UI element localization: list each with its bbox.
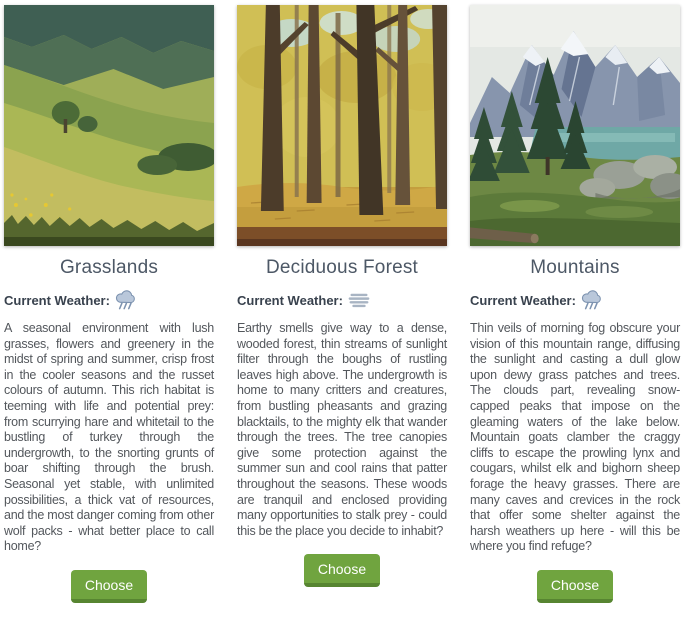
habitat-description-deciduous-forest: Earthy smells give way to a dense, wooded forest, thin streams of sunlight filter through the boughs of rustling leaves high above. The undergrowth is home to many critters and creatures, from bustling pheasants and grazing blacktails, to the mighty elk that wander through the trees. The tree canopies give some protection against the summer sun and cool rains that patter throughout the seasons. These woods are tranquil and enclosed providing many opportunities to stalk prey - could this be the place you decide to inhabit?	[237, 321, 447, 538]
choose-button-deciduous-forest[interactable]: Choose	[304, 554, 380, 587]
habitat-card-grasslands	[4, 5, 214, 603]
mountains-illustration	[470, 5, 680, 246]
rain-cloud-icon	[115, 290, 137, 310]
grasslands-image	[4, 5, 214, 246]
choose-button-mountains[interactable]: Choose	[537, 570, 613, 603]
card-title-grasslands: Grasslands	[59, 257, 159, 278]
weather-row	[470, 290, 680, 310]
current-weather-label: Current Weather:	[237, 292, 343, 308]
habitat-card-mountains	[470, 5, 680, 603]
habitat-card-deciduous-forest	[237, 5, 447, 603]
deciduous-forest-illustration	[237, 5, 447, 246]
weather-row	[237, 290, 447, 310]
deciduous-forest-image	[237, 5, 447, 246]
choose-button-grasslands[interactable]: Choose	[71, 570, 147, 603]
weather-row	[4, 290, 214, 310]
current-weather-label: Current Weather:	[4, 292, 110, 308]
current-weather-label: Current Weather:	[470, 292, 576, 308]
fog-icon	[348, 292, 370, 308]
grasslands-illustration	[4, 5, 214, 246]
mountains-image	[470, 5, 680, 246]
habitat-description-grasslands: A seasonal environment with lush grasses, flowers and greenery in the midst of spring and summer, crisp frost in the cooler seasons and the russet colours of autumn. This rich habitat is teeming with life and potential prey: from scurrying hare and whitetail to the bustling of turkey through the undergrowth, to the snorting grunts of boar shifting through the brush. Seasonal yet stable, with unlimited possibilities, a thick vat of resources, and the most danger coming from other wolf packs - what better place to call home?	[4, 321, 214, 554]
card-title-deciduous-forest: Deciduous Forest	[265, 257, 419, 278]
rain-cloud-icon	[581, 290, 603, 310]
habitat-description-mountains: Thin veils of morning fog obscure your vision of this mountain range, diffusing the sunlight and casting a dull glow upon dewy grass patches and trees. The clouds part, revealing snow-capped peaks that impose on the gleaming waters of the lake below. Mountain goats clamber the craggy cliffs to escape the prowling lynx and cougars, whilst elk and bighorn sheep forage the heavy grasses. There are many caves and crevices in the rock that offer some shelter against the harsh weathers up here - will this be where you find refuge?	[470, 321, 680, 554]
card-title-mountains: Mountains	[530, 257, 620, 278]
